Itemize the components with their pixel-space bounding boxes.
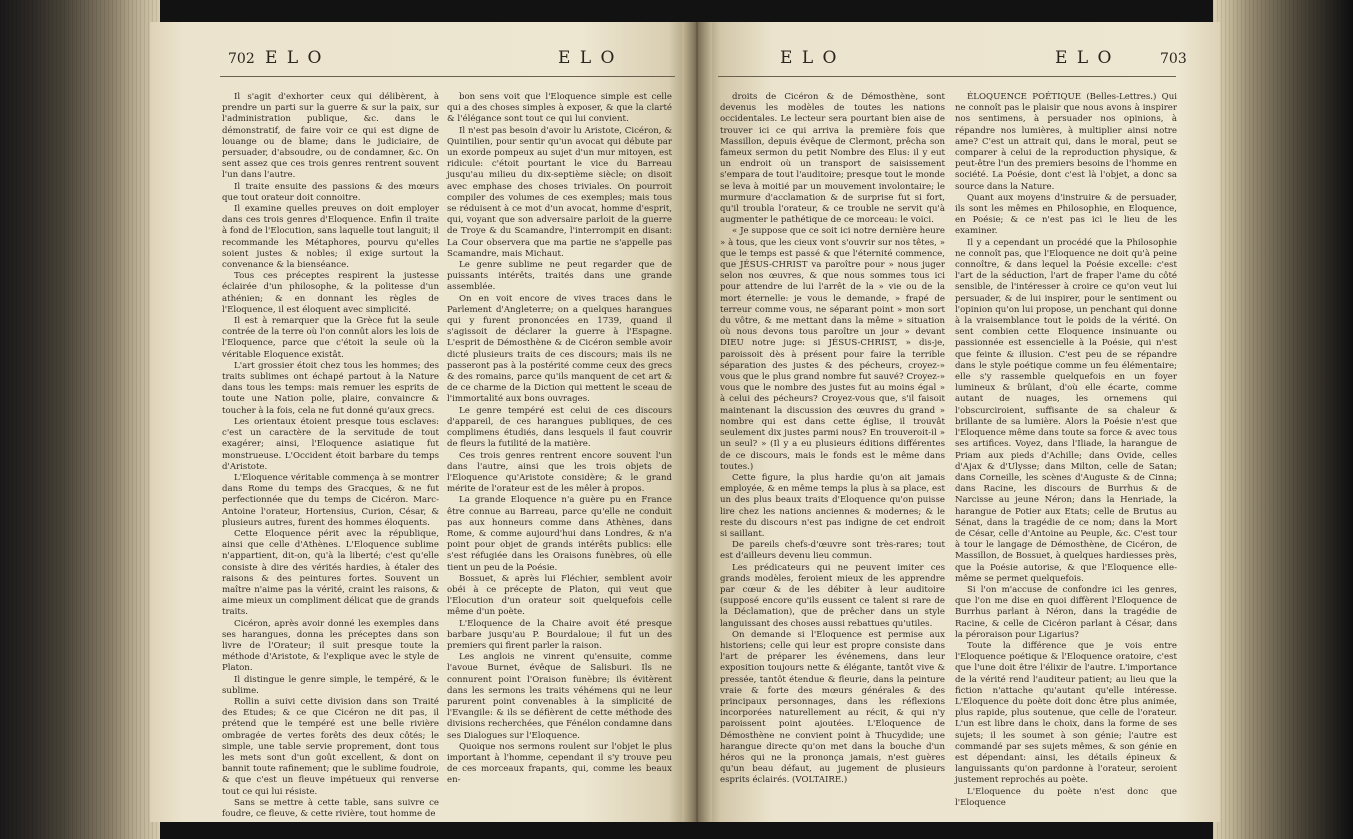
left-header-word-1: E L O xyxy=(265,48,324,68)
paragraph: Quant aux moyens d'instruire & de persuader, ils sont les mêmes en Philosophie, en Eloquence, en Poésie; & ce n'est pas ici le lieu de les examiner. xyxy=(955,192,1177,237)
paragraph: Sans se mettre à cette table, sans suivre ce foudre, ce fleuve, & cette rivière, tout homme de xyxy=(222,797,439,819)
left-page-edges xyxy=(0,0,160,839)
paragraph: bon sens voit que l'Eloquence simple est celle qui a des choses simples à exposer, & que la clarté & l'élégance sont tout ce qui lui convient. xyxy=(447,92,672,125)
paragraph: Il examine quelles preuves on doit employer dans ces trois genres d'Eloquence. Enfin il traite à fond de l'Elocution, sans laquelle tout languit; il recommande les Métaphores, pourvu qu'elles soient justes & nobles; il exige surtout la convenance & la bienséance. xyxy=(222,204,439,271)
paragraph: L'Eloquence du poète n'est donc que l'Eloquence xyxy=(955,786,1177,808)
left-page-number: 702 xyxy=(228,51,255,67)
left-column-2 xyxy=(447,92,672,812)
right-page-number: 703 xyxy=(1160,51,1187,67)
paragraph: Cette Eloquence périt avec la république, ainsi que celle d'Athènes. L'Eloquence sublime n'appartient, dit-on, qu'à la liberté; c'est qu'elle consiste à dire des vérités hardies, à étaler des raisons & des peintures fortes. Souvent un maître n'aime pas la vérité, craint les raisons, & aime mieux un compliment délicat que de grands traits. xyxy=(222,528,439,618)
paragraph: Rollin a suivi cette division dans son Traité des Etudes; & ce que Cicéron ne dit pas, il prétend que le tempéré est une belle rivière ombragée de vertes forêts des deux côtés; le simple, une table servie proprement, dont tous les mets sont d'un goût excellent, & dont on bannit toute rafinement; que le sublime foudroie, & que c'est un fleuve impétueux qui renverse tout ce qui lui résiste. xyxy=(222,696,439,797)
paragraph: Le genre sublime ne peut regarder que de puissants intérêts, traités dans une grande assemblée. xyxy=(447,260,672,293)
right-header-rule xyxy=(718,76,1176,77)
paragraph: Il y a cependant un procédé que la Philosophie ne connoît pas, que l'Eloquence ne doit qu'à peine connoître, & dans lequel la Poésie excelle: c'est l'art de la séduction, l'art de fraper l'ame du côté sensible, de l'intéresser à croire ce qu'on veut lui persuader, & de lui inspirer, pour le sentiment ou l'opinion qu'on lui propose, un penchant qui donne à la vraisemblance tout le poids de la vérité. On sent combien cette Eloquence insinuante ou passionnée est essencielle à la Poésie, qui n'est que feinte & illusion. C'est peu de se répandre dans le style poétique comme un feu élémentaire; elle s'y rassemble quelquefois en un foyer lumineux & brûlant, d'où elle écarte, comme autant de nuages, les ornemens qui l'obscurciroient, suffisante de sa chaleur & brillante de sa lumière. Alors la Poésie n'est que l'Eloquence même dans toute sa force & avec tous ses artifices. Voyez, dans l'Iliade, la harangue de Priam aux pieds d'Achille; dans Ovide, celles d'Ajax & d'Ulysse; dans Milton, celle de Satan; dans Corneille, les scènes d'Auguste & de Cinna; dans Racine, les discours de Burrhus & de Narcisse au jeune Néron; dans la Henriade, la harangue de Potier aux Etats; celle de Brutus au Sénat, dans la tragédie de ce nom; dans la Mort de César, celle d'Antoine au Peuple, &c. C'est tour à tour le langage de Démosthène, de Cicéron, de Massillon, de Bossuet, à quelques hardiesses près, que la Poésie autorise, & que l'Eloquence elle-même se permet quelquefois. xyxy=(955,237,1177,584)
paragraph: Ces trois genres rentrent encore souvent l'un dans l'autre, ainsi que les trois objets de l'Eloquence qu'Aristote considère; & le grand mérite de l'orateur est de les mêler à propos. xyxy=(447,450,672,495)
paragraph: On en voit encore de vives traces dans le Parlement d'Angleterre; on a quelques harangues qui y furent prononcées en 1739, quand il s'agissoit de déclarer la guerre à l'Espagne. L'esprit de Démosthène & de Cicéron semble avoir dicté plusieurs traits de ces discours; mais ils ne passeront pas à la postérité comme ceux des grecs & des romains, parce qu'ils manquent de cet art & de ce charme de la Diction qui mettent le sceau de l'immortalité aux bons ouvrages. xyxy=(447,293,672,405)
paragraph: Quoique nos sermons roulent sur l'objet le plus important à l'homme, cependant il s'y trouve peu de ces morceaux frapants, qui, comme les beaux en- xyxy=(447,741,672,786)
left-header-word-2: E L O xyxy=(558,48,617,68)
left-header-rule xyxy=(220,76,675,77)
paragraph: Le genre tempéré est celui de ces discours d'appareil, de ces harangues publiques, de ces complimens étudiés, dans lesquels il faut couvrir de fleurs la futilité de la matière. xyxy=(447,405,672,450)
paragraph: Il n'est pas besoin d'avoir lu Aristote, Cicéron, & Quintilien, pour sentir qu'un avocat qui débute par un exorde pompeux au sujet d'un mur mitoyen, est ridicule: c'étoit pourtant le vice du Barreau jusqu'au milieu du dix-septième siècle; on disoit avec emphase des choses triviales. On pourroit compiler des volumes de ces exemples; mais tous se réduisent à ce mot d'un avocat, homme d'esprit, qui, voyant que son adversaire parloit de la guerre de Troye & du Scamandre, l'interrompit en disant: La Cour observera que ma partie ne s'appelle pas Scamandre, mais Michaut. xyxy=(447,125,672,259)
paragraph: Il distingue le genre simple, le tempéré, & le sublime. xyxy=(222,674,439,696)
paragraph: Les prédicateurs qui ne peuvent imiter ces grands modèles, feroient mieux de les apprendre par cœur & de les débiter à leur auditoire (supposé encore qu'ils eussent ce talent si rare de la Déclamation), que de prêcher dans un style languissant des choses aussi rebattues qu'utiles. xyxy=(720,562,945,629)
paragraph: Cicéron, après avoir donné les exemples dans ses harangues, donna les préceptes dans son livre de l'Orateur; il suit presque toute la méthode d'Aristote, & l'explique avec le style de Platon. xyxy=(222,618,439,674)
paragraph: Tous ces préceptes respirent la justesse éclairée d'un philosophe, & la politesse d'un athénien; & en donnant les règles de l'Eloquence, il est éloquent avec simplicité. xyxy=(222,271,439,315)
paragraph: On demande si l'Eloquence est permise aux historiens; celle qui leur est propre consiste dans l'art de préparer les événemens, dans leur exposition toujours nette & élégante, tantôt vive & pressée, tantôt étendue & fleurie, dans la peinture vraie & forte des mœurs générales & des principaux personnages, dans les réflexions incorporées naturellement au récit, & qui n'y paroissent point ajoutées. L'Eloquence de Démosthène ne convient point à Thucydide; une harangue directe qu'on met dans la bouche d'un héros qui ne la prononça jamais, n'est guères qu'un beau défaut, au jugement de plusieurs esprits éclairés. (VOLTAIRE.) xyxy=(720,629,945,786)
right-header-word-1: E L O xyxy=(780,48,839,68)
paragraph: De pareils chefs-d'œuvre sont très-rares; tout est d'ailleurs devenu lieu commun. xyxy=(720,540,945,562)
paragraph: Bossuet, & après lui Fléchier, semblent avoir obéi à ce précepte de Platon, qui veut que l'Elocution d'un orateur soit quelquefois celle même d'un poète. xyxy=(447,573,672,618)
right-column-2 xyxy=(955,92,1177,812)
book-gutter xyxy=(682,22,712,822)
paragraph: Les orientaux étoient presque tous esclaves: c'est un caractère de la servitude de tout exagérer; ainsi, l'Eloquence asiatique fut monstrueuse. L'Occident étoit barbare du temps d'Aristote. xyxy=(222,416,439,472)
paragraph: L'Eloquence de la Chaire avoit été presque barbare jusqu'au P. Bourdaloue; il fut un des premiers qui firent parler la raison. xyxy=(447,618,672,651)
paragraph: La grande Eloquence n'a guère pu en France être connue au Barreau, parce qu'elle ne conduit pas aux honneurs comme dans Athènes, dans Rome, & comme aujourd'hui dans Londres, & n'a point pour objet de grands intérêts publics: elle s'est réfugiée dans les Oraisons funèbres, où elle tient un peu de la Poésie. xyxy=(447,495,672,573)
paragraph: L'Eloquence véritable commença à se montrer dans Rome du temps des Gracques, & ne fut perfectionnée que du temps de Cicéron. Marc-Antoine l'orateur, Hortensius, Curion, César, & plusieurs autres, furent des hommes éloquents. xyxy=(222,472,439,528)
left-column-1 xyxy=(222,92,439,819)
paragraph: ÉLOQUENCE POÉTIQUE (Belles-Lettres.) Qui ne connoît pas le plaisir que nous avons à inspirer nos sentimens, à persuader nos opinions, à répandre nos lumières, à multiplier ainsi notre ame? C'est un attrait qui, dans le moral, peut se comparer à celui de la reproduction physique, & peut-être l'un des premiers besoins de l'homme en société. La Poésie, dont c'est là l'objet, a donc sa source dans la Nature. xyxy=(955,92,1177,192)
paragraph: Il s'agit d'exhorter ceux qui délibèrent, à prendre un parti sur la guerre & sur la paix, sur l'administration publique, &c. dans le démonstratif, de faire voir ce qui est digne de louange ou de blame; dans le judiciaire, de persuader, d'absoudre, ou de condamner, &c. On sent assez que ces trois genres rentrent souvent l'un dans l'autre. xyxy=(222,92,439,181)
paragraph: Il traite ensuite des passions & des mœurs que tout orateur doit connoitre. xyxy=(222,181,439,203)
paragraph: Toute la différence que je vois entre l'Eloquence poétique & l'Eloquence oratoire, c'est que l'une doit être l'élixir de l'autre. L'importance de la vérité rend l'auditeur patient; au lieu que la fiction n'attache qu'autant qu'elle intéresse. L'Eloquence du poète doit donc être plus animée, plus rapide, plus soutenue, que celle de l'orateur. L'un est libre dans le choix, dans la forme de ses sujets; il les soumet à son génie; l'autre est commandé par ses sujets mêmes, & son génie en est dépendant: ainsi, les détails épineux & languissants qu'on pardonne à l'orateur, seroient justement reprochés au poète. xyxy=(955,640,1177,786)
paragraph: Cette figure, la plus hardie qu'on ait jamais employée, & en même temps la plus à sa place, est un des plus beaux traits d'Eloquence qu'on puisse lire chez les nations anciennes & modernes; & le reste du discours n'est pas indigne de cet endroit si saillant. xyxy=(720,472,945,539)
right-page-edges xyxy=(1213,0,1353,839)
right-column-1 xyxy=(720,92,945,812)
right-header-word-2: E L O xyxy=(1055,48,1114,68)
paragraph: Les anglois ne vinrent qu'ensuite, comme l'avoue Burnet, évêque de Salisburi. Ils ne connurent point l'Oraison funèbre; ils évitèrent dans les sermons les traits véhémens qui ne leur parurent point convenables à la simplicité de l'Evangile: & ils se défièrent de cette méthode des divisions recherchées, que Fénélon condamne dans ses Dialogues sur l'Eloquence. xyxy=(447,652,672,741)
paragraph: droits de Cicéron & de Démosthène, sont devenus les modèles de toutes les nations occidentales. Le lecteur sera pourtant bien aise de trouver ici ce qui arriva la première fois que Massillon, depuis évêque de Clermont, prêcha son fameux sermon du petit Nombre des Elus: il y eut un endroit où un transport de saisissement s'empara de tout l'auditoire; presque tout le monde se leva à moitié par un mouvement involontaire; le murmure d'acclamation & de surprise fut si fort, qu'il troubla l'orateur, & ce trouble ne servit qu'à augmenter le pathétique de ce morceau: le voici. xyxy=(720,92,945,226)
paragraph: Il est à remarquer que la Grèce fut la seule contrée de la terre où l'on connût alors les lois de l'Eloquence, parce que c'étoit la seule où la véritable Eloquence existât. xyxy=(222,316,439,360)
paragraph: « Je suppose que ce soit ici notre dernière heure » à tous, que les cieux vont s'ouvrir sur nos têtes, » que le temps est passé & que l'éternité commence, que JÉSUS-CHRIST va paroître pour » nous juger selon nos œuvres, & que nous sommes tous ici pour attendre de lui l'arrêt de la » vie ou de la mort éternelle: je vous le demande, » frapé de terreur comme vous, ne séparant point » mon sort du vôtre, & me mettant dans la même » situation où nous devons tous paroître un jour » devant DIEU notre juge: si JÉSUS-CHRIST, » dis-je, paroissoit dès à présent pour faire la terrible séparation des justes & des pécheurs, croyez-» vous que le plus grand nombre fut sauvé? Croyez-» vous que le nombre des justes fut au moins égal » à celui des pécheurs? Croyez-vous que, s'il faisoit maintenant la discussion des œuvres du grand » nombre qui est dans cette église, il trouvât seulement dix justes parmi nous? En trouveroit-il » un seul? » (Il y a eu plusieurs éditions différentes de ce discours, mais le fonds est le même dans toutes.) xyxy=(720,226,945,472)
paragraph: L'art grossier étoit chez tous les hommes; des traits sublimes ont échapé partout à la Nature dans tous les temps: mais remuer les esprits de toute une Nation polie, plaire, convaincre & toucher à la fois, cela ne fut donné qu'aux grecs. xyxy=(222,360,439,416)
paragraph: Si l'on m'accuse de confondre ici les genres, que l'on me dise en quoi diffèrent l'Eloquence de Burrhus parlant à Néron, dans la tragédie de Racine, & celle de Cicéron parlant à César, dans la péroraison pour Ligarius? xyxy=(955,584,1177,640)
